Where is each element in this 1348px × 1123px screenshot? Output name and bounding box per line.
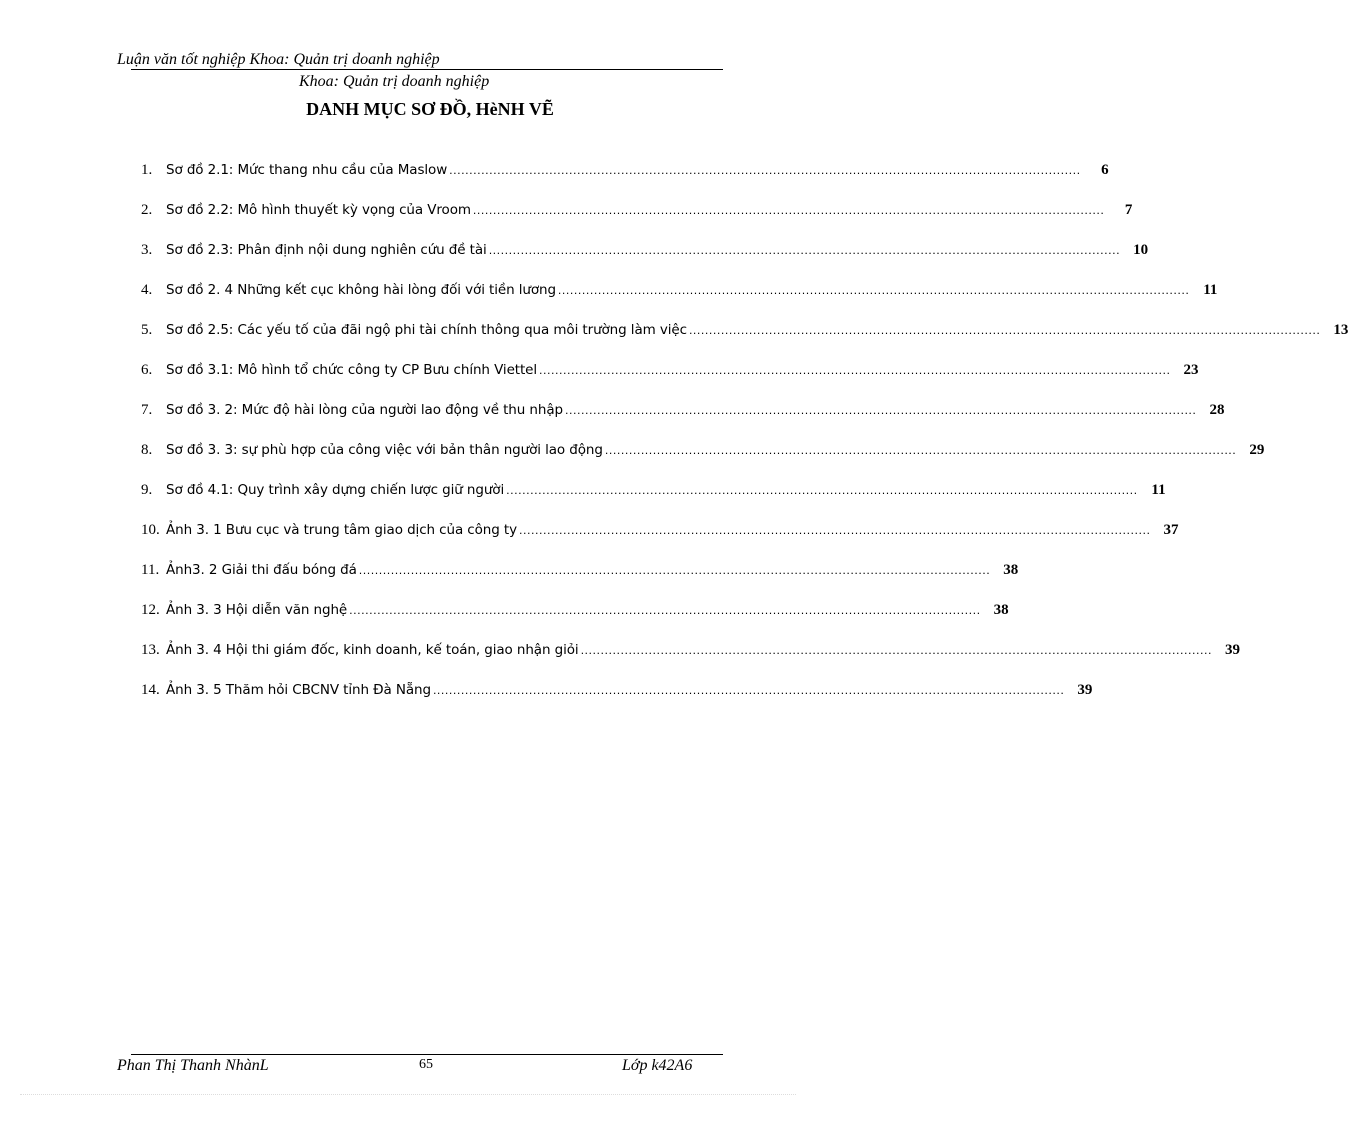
list-item — [141, 322, 1348, 362]
item-page: 10 — [1133, 242, 1149, 258]
leader-dots — [359, 564, 990, 577]
item-label: Ảnh 3. 4 Hội thi giám đốc, kinh doanh, kế toán, giao nhận giỏi — [166, 642, 579, 658]
item-number: 8. — [141, 442, 153, 458]
leader-dots — [539, 364, 1170, 377]
item-number: 4. — [141, 282, 153, 298]
item-number: 11. — [141, 562, 160, 578]
list-item — [141, 482, 1166, 522]
item-label: Sơ đồ 2.5: Các yếu tố của đãi ngộ phi tài chính thông qua môi trường làm việc — [166, 322, 687, 338]
item-label: Sơ đồ 2.2: Mô hình thuyết kỳ vọng của Vroom — [166, 202, 471, 218]
list-item — [141, 522, 1179, 562]
list-item — [141, 202, 1133, 242]
item-label: Ảnh 3. 1 Bưu cục và trung tâm giao dịch của công ty — [166, 522, 517, 538]
list-item — [141, 442, 1265, 482]
item-label: Sơ đồ 2. 4 Những kết cục không hài lòng đối với tiền lương — [166, 282, 556, 298]
leader-dots — [519, 524, 1150, 537]
item-number: 10. — [141, 522, 160, 538]
list-item — [141, 282, 1218, 322]
item-page: 23 — [1183, 362, 1199, 378]
leader-dots — [506, 484, 1137, 497]
item-page: 39 — [1077, 682, 1093, 698]
leader-dots — [473, 204, 1104, 217]
item-number: 1. — [141, 162, 153, 178]
page-bottom-border — [20, 1094, 796, 1095]
leader-dots — [489, 244, 1120, 257]
leader-dots — [565, 404, 1196, 417]
list-item — [141, 162, 1109, 202]
item-label: Sơ đồ 2.1: Mức thang nhu cầu của Maslow — [166, 162, 448, 178]
footer-rule — [131, 1054, 723, 1055]
item-label: Ảnh 3. 3 Hội diễn văn nghệ — [166, 602, 348, 618]
item-number: 6. — [141, 362, 153, 378]
footer-page-number: 65 — [419, 1057, 433, 1072]
leader-dots — [349, 604, 980, 617]
item-number: 5. — [141, 322, 153, 338]
item-label: Sơ đồ 3. 3: sự phù hợp của công việc với bản thân người lao động — [166, 442, 603, 458]
page-title: DANH MỤC SƠ ĐỒ, HèNH VẼ — [306, 99, 554, 119]
item-label: Sơ đồ 2.3: Phân định nội dung nghiên cứu đề tài — [166, 242, 487, 258]
item-label: Sơ đồ 3. 2: Mức độ hài lòng của người lao động về thu nhập — [166, 402, 563, 418]
leader-dots — [605, 444, 1236, 457]
figure-list — [141, 162, 1348, 722]
footer-author: Phan Thị Thanh NhànL — [117, 1057, 269, 1074]
item-page: 7 — [1124, 202, 1133, 218]
item-label: Ảnh 3. 5 Thăm hỏi CBCNV tỉnh Đà Nẵng — [166, 682, 431, 698]
list-item — [141, 682, 1093, 722]
item-page: 28 — [1209, 402, 1225, 418]
item-page: 38 — [1003, 562, 1019, 578]
list-item — [141, 362, 1199, 402]
list-item — [141, 562, 1019, 602]
list-item — [141, 642, 1241, 682]
item-number: 12. — [141, 602, 160, 618]
item-label: Ảnh3. 2 Giải thi đấu bóng đá — [166, 562, 357, 578]
item-page: 29 — [1249, 442, 1265, 458]
header-faculty: Khoa: Quản trị doanh nghiệp — [299, 73, 490, 90]
item-page: 6 — [1101, 162, 1109, 178]
running-header: Luận văn tốt nghiệp Khoa: Quản trị doanh nghiệp — [117, 51, 440, 68]
item-number: 14. — [141, 682, 160, 698]
item-number: 9. — [141, 482, 153, 498]
item-label: Sơ đồ 3.1: Mô hình tổ chức công ty CP Bưu chính Viettel — [166, 362, 538, 378]
item-page: 38 — [993, 602, 1009, 618]
leader-dots — [558, 284, 1189, 297]
list-item — [141, 242, 1149, 282]
item-page: 11 — [1151, 482, 1166, 498]
item-number: 13. — [141, 642, 160, 658]
item-page: 39 — [1225, 642, 1241, 658]
leader-dots — [689, 324, 1320, 337]
leader-dots — [433, 684, 1064, 697]
list-item — [141, 402, 1225, 442]
item-page: 11 — [1203, 282, 1218, 298]
item-number: 2. — [141, 202, 153, 218]
header-rule — [131, 69, 723, 70]
item-number: 3. — [141, 242, 153, 258]
list-item — [141, 602, 1009, 642]
item-number: 7. — [141, 402, 153, 418]
item-page: 37 — [1163, 522, 1179, 538]
leader-dots — [581, 644, 1212, 657]
footer-class: Lớp k42A6 — [622, 1057, 693, 1074]
item-page: 13 — [1333, 322, 1348, 338]
leader-dots — [449, 164, 1080, 177]
item-label: Sơ đồ 4.1: Quy trình xây dựng chiến lược giữ người — [166, 482, 505, 498]
